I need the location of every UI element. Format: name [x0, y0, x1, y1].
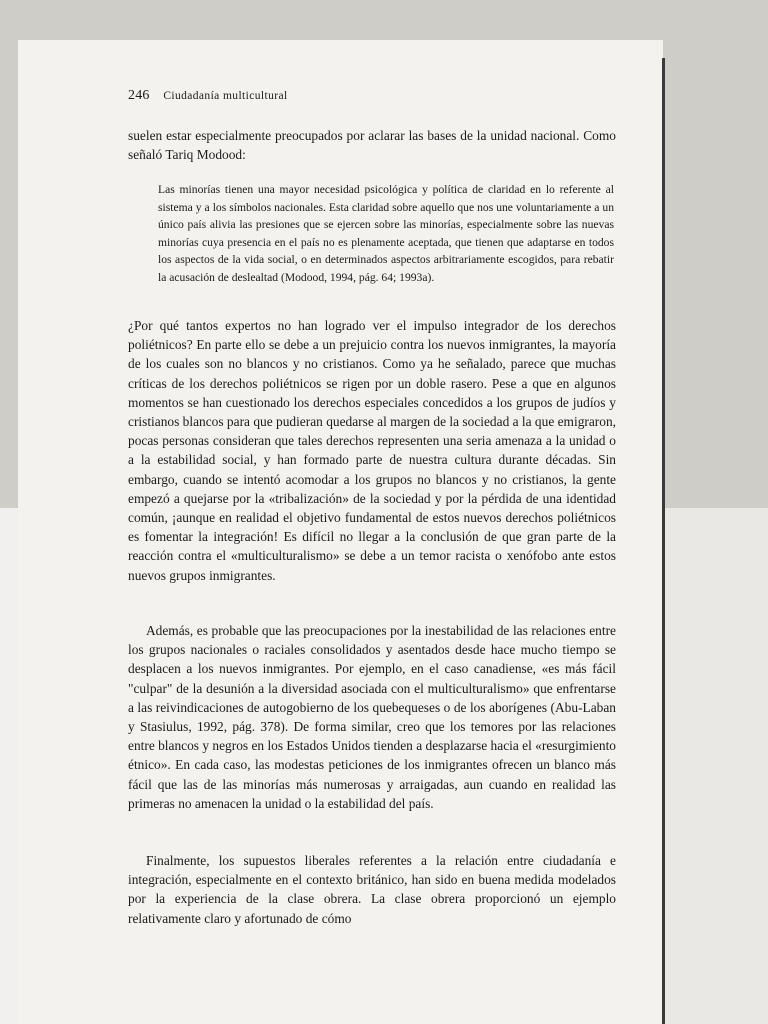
paragraph-polyethnic-rights: ¿Por qué tantos expertos no han logrado ver el impulso integrador de los derechos poliétnicos? En parte ello se debe a un prejuicio contra los nuevos inmigrantes, la mayoría de los cuales son no blancos y no cristianos. Como ya he señalado, parece que muchas críticas de los derechos poliétnicos se rigen por un doble rasero. Pese a que en algunos momentos se han cuestionado los derechos especiales concedidos a los grupos de judíos y cristianos blancos para que pudieran quedarse al margen de la sociedad a la que emigraron, pocas personas consideran que tales derechos representen una seria amenaza a la unidad o a la estabilidad social, y han formado parte de nuestra cultura durante décadas. Sin embargo, cuando se intentó acomodar a los grupos no blancos y no cristianos, la gente empezó a quejarse por la «tribalización» de la sociedad y por la pérdida de una identidad común, ¡aunque en realidad el objetivo fundamental de estos nuevos derechos poliétnicos es fomentar la integración! Es difícil no llegar a la conclusión de que gran parte de la reacción contra el «multiculturalismo» se debe a un temor racista o xenófobo ante estos nuevos grupos inmigrantes.	[128, 318, 616, 583]
running-title: Ciudadanía multicultural	[163, 90, 288, 102]
paragraph-intro: suelen estar especialmente preocupados por aclarar las bases de la unidad nacional. Como señaló Tariq Modood:	[128, 128, 616, 163]
page-number: 246	[128, 88, 150, 103]
block-quote: Las minorías tienen una mayor necesidad psicológica y política de claridad en lo referente al sistema y a los símbolos nacionales. Esta claridad sobre aquello que nos une voluntariamente a un único país alivia las presiones que se ejercen sobre las minorías, especialmente sobre las nuevas minorías cuya presencia en el país no es plenamente aceptada, que tienen que adaptarse en todos los aspectos de la vida social, o en determinados aspectos arbitrariamente escogidos, para rebatir la acusación de deslealtad (Modood, 1994, pág. 64; 1993a).	[158, 183, 614, 284]
page-edge-line	[662, 58, 665, 1024]
page-header	[128, 88, 288, 104]
paragraph-working-class: Finalmente, los supuestos liberales referentes a la relación entre ciudadanía e integración, especialmente en el contexto británico, han sido en buena medida modelados por la experiencia de la clase obrera. La clase obrera proporcionó un ejemplo relativamente claro y afortunado de cómo	[128, 853, 616, 926]
scan-margin	[665, 508, 768, 1024]
paragraph-displacement: Además, es probable que las preocupaciones por la inestabilidad de las relaciones entre los grupos nacionales o raciales consolidados y asentados desde hace mucho tiempo se desplacen a los nuevos inmigrantes. Por ejemplo, en el caso canadiense, «es más fácil "culpar" de la desunión a la diversidad asociada con el multiculturalismo» que enfrentarse a las reivindicaciones de autogobierno de los quebequeses o de los aborígenes (Abu-Laban y Stasiulus, 1992, pág. 378). De forma similar, creo que los temores por las relaciones entre blancos y negros en los Estados Unidos tienden a desplazarse hacia el «resurgimiento étnico». En cada caso, las modestas peticiones de los inmigrantes ofrecen un blanco más fácil que las de las minorías más numerosas y arraigadas, aun cuando en realidad las primeras no amenacen la unidad o la estabilidad del país.	[128, 623, 616, 811]
